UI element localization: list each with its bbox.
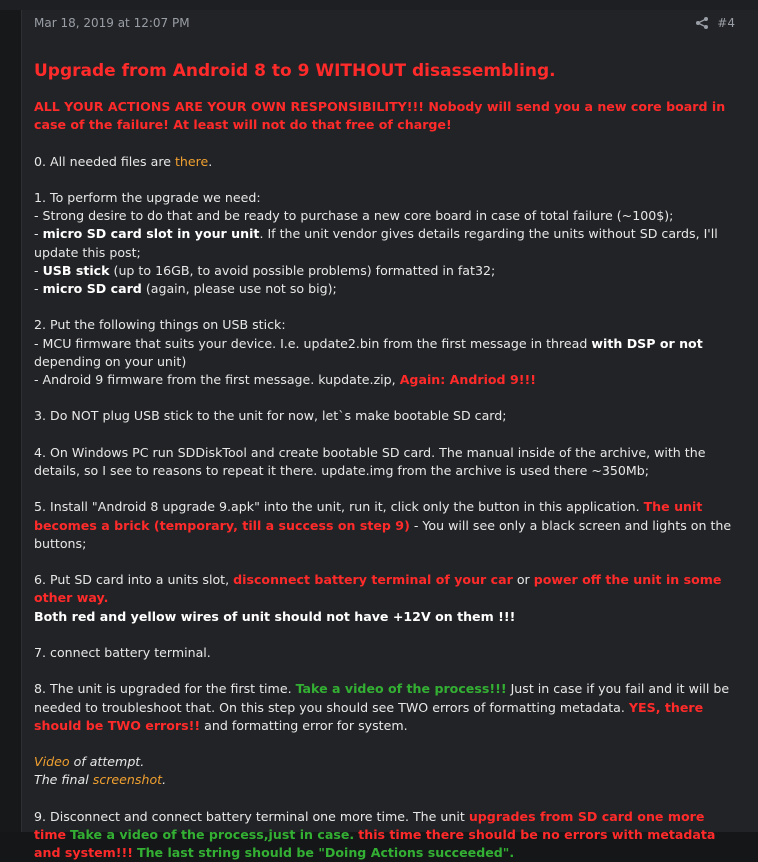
step-5-end: - You will see only a black screen and lights on the buttons; [34, 517, 732, 551]
step-1 [34, 189, 736, 298]
video-caption: of attempt. [69, 754, 145, 770]
post-number-link[interactable]: #4 [717, 16, 735, 30]
step-8-mid: Just in case if you fail and it will be needed to troubleshoot that. On this step you should see TWO errors of formatting metadata. [34, 681, 730, 715]
step-6-red-2: power off the unit in some other way. [34, 572, 722, 606]
step-1-line-2-rest: . If the unit vendor gives details regarding the units without SD cards, I'll update this post; [34, 226, 718, 260]
final-caption: The final [34, 772, 93, 788]
step-0 [34, 153, 736, 171]
step-4: 4. On Windows PC run SDDiskTool and create bootable SD card. The manual inside of the archive, with the details, so I see to reasons to repeat it there. update.img from the archive is used there ~350Mb; [34, 444, 706, 478]
step-8-end: and formatting error for system. [200, 717, 408, 733]
top-bar [0, 0, 758, 10]
step-1-line-3-pre: - [34, 262, 43, 278]
step-1-line-4-bold: micro SD card [42, 281, 142, 296]
step-2-line-1-bold: with DSP or not [591, 335, 703, 351]
step-6-red-1: disconnect battery terminal of your car [233, 572, 513, 588]
step-8-green: Take a video of the process!!! [295, 681, 507, 697]
post-content [34, 60, 736, 862]
there-link[interactable]: there [174, 153, 209, 169]
step-1-line-1: - Strong desire to do that and be ready to purchase a new core board in case of total failure (~100$); [34, 208, 674, 224]
forum-post [21, 10, 758, 861]
step-2-line-1: - MCU firmware that suits your device. I.e. update2.bin from the first message in thread [34, 335, 592, 351]
step-6-bold: Both red and yellow wires of unit should not have +12V on them !!! [34, 608, 516, 624]
step-1-line-2-pre: - [34, 226, 43, 242]
step-9-red-2: this time there should be no errors with metadata and system!!! [34, 826, 716, 861]
step-2-head: 2. Put the following things on USB stick: [34, 317, 286, 333]
post-title: Upgrade from Android 8 to 9 WITHOUT disassembling. [34, 61, 556, 81]
step-1-line-3-rest: (up to 16GB, to avoid possible problems) formatted in fat32; [109, 262, 496, 278]
share-icon[interactable] [695, 16, 709, 30]
step-9-text: 9. Disconnect and connect battery terminal one more time. The unit [34, 808, 469, 824]
step-6 [34, 571, 736, 626]
step-2-line-1-end: depending on your unit) [34, 353, 187, 369]
step-0-text: 0. All needed files are [34, 153, 175, 169]
step-8-text: 8. The unit is upgraded for the first time. [34, 681, 296, 697]
step-0-end: . [208, 153, 213, 169]
warning-text: ALL YOUR ACTIONS ARE YOUR OWN RESPONSIBILITY!!! Nobody will send you a new core board in case of the failure! At least will not do that free of charge! [34, 99, 726, 133]
step-6-text: 6. Put SD card into a units slot, [34, 572, 234, 588]
left-rail [0, 10, 21, 832]
step-5-red: The unit becomes a brick (temporary, till a success on step 9) [34, 499, 703, 533]
step-9-red-1: upgrades from SD card one more time [34, 808, 705, 842]
step-9-green-1: Take a video of the process,just in case. [70, 826, 355, 842]
screenshot-link[interactable]: screenshot [92, 772, 163, 788]
step-1-line-3-bold: USB stick [42, 262, 110, 278]
step-1-line-2-bold: micro SD card slot in your unit [42, 226, 260, 242]
step-5 [34, 498, 736, 553]
step-2-line-2-red: Again: Andriod 9!!! [399, 372, 536, 387]
final-caption-end: . [162, 772, 167, 788]
post-date[interactable]: Mar 18, 2019 at 12:07 PM [34, 16, 190, 30]
step-3: 3. Do NOT plug USB stick to the unit for now, let`s make bootable SD card; [34, 408, 507, 424]
video-link[interactable]: Video [34, 754, 70, 770]
step-1-line-4-rest: (again, please use not so big); [141, 281, 337, 296]
step-1-line-4-pre: - [34, 281, 43, 296]
step-5-text: 5. Install "Android 8 upgrade 9.apk" into the unit, run it, click only the button in this application. [34, 499, 644, 515]
step-8 [34, 680, 736, 735]
step-7: 7. connect battery terminal. [34, 644, 211, 660]
step-2 [34, 316, 736, 389]
media-links [34, 753, 736, 789]
step-9 [34, 808, 736, 862]
step-9-green-2: The last string should be "Doing Actions succeeded". [137, 845, 515, 861]
step-8-red: YES, there should be TWO errors!! [34, 699, 704, 733]
step-1-head: 1. To perform the upgrade we need: [34, 189, 261, 205]
step-6-or: or [512, 572, 534, 588]
step-2-line-2: - Android 9 firmware from the first message. kupdate.zip, [34, 372, 400, 387]
